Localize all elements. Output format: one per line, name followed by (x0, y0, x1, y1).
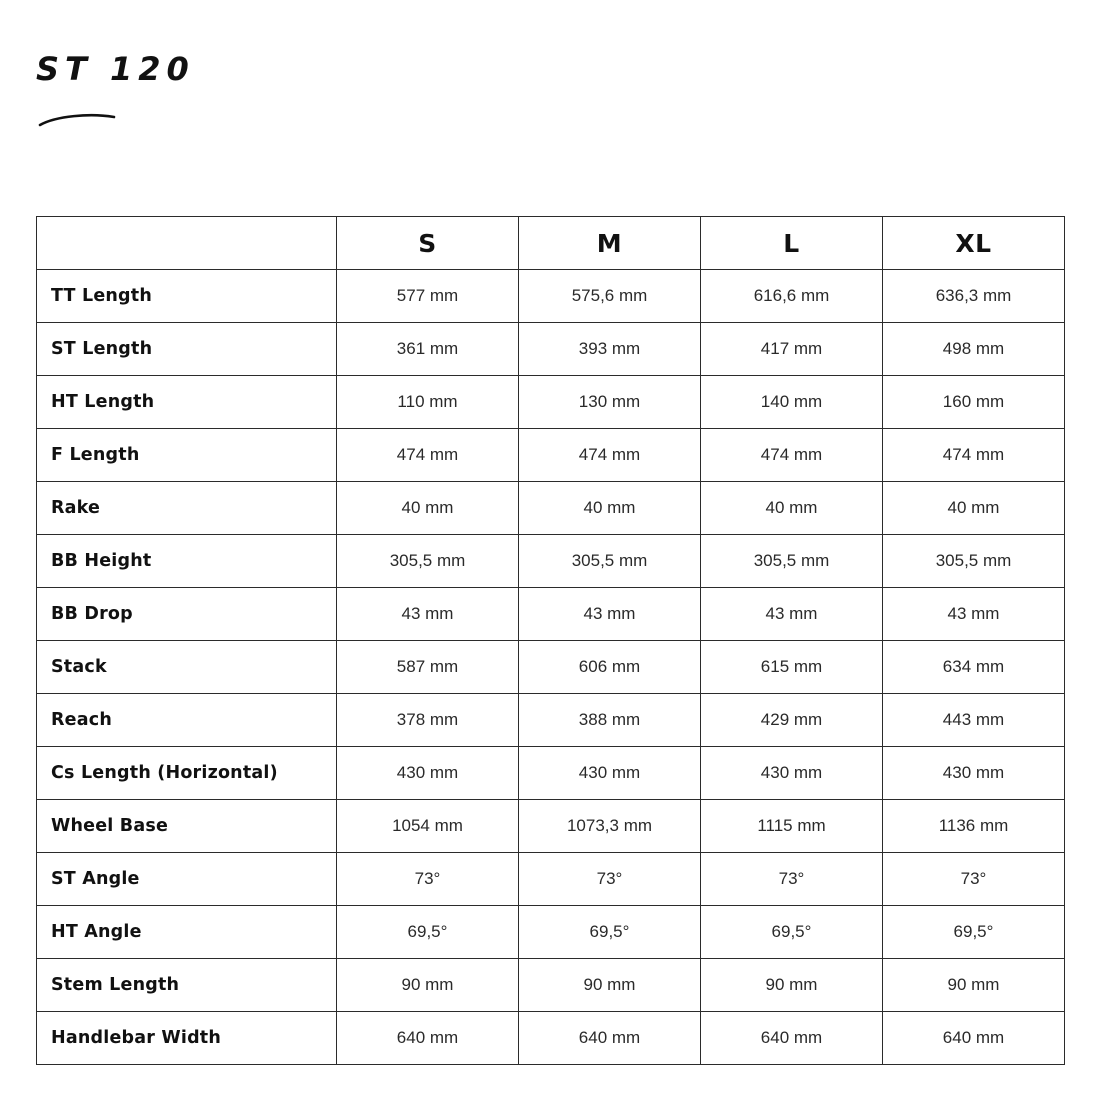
cell-value: 40 mm (519, 482, 701, 535)
cell-value: 378 mm (337, 694, 519, 747)
cell-value: 1115 mm (701, 800, 883, 853)
cell-value: 305,5 mm (883, 535, 1065, 588)
cell-value: 43 mm (883, 588, 1065, 641)
cell-value: 69,5° (337, 906, 519, 959)
cell-value: 474 mm (337, 429, 519, 482)
table-header-row (37, 217, 1065, 270)
cell-value: 575,6 mm (519, 270, 701, 323)
row-label: Handlebar Width (37, 1012, 337, 1065)
row-label: HT Length (37, 376, 337, 429)
cell-value: 90 mm (337, 959, 519, 1012)
cell-value: 640 mm (519, 1012, 701, 1065)
cell-value: 305,5 mm (337, 535, 519, 588)
cell-value: 140 mm (701, 376, 883, 429)
table-row (37, 1012, 1065, 1065)
column-header-l: L (701, 217, 883, 270)
row-label: ST Angle (37, 853, 337, 906)
row-label: Stem Length (37, 959, 337, 1012)
cell-value: 634 mm (883, 641, 1065, 694)
cell-value: 160 mm (883, 376, 1065, 429)
cell-value: 40 mm (701, 482, 883, 535)
geometry-table (36, 216, 1065, 1065)
cell-value: 430 mm (701, 747, 883, 800)
cell-value: 1054 mm (337, 800, 519, 853)
cell-value: 616,6 mm (701, 270, 883, 323)
cell-value: 388 mm (519, 694, 701, 747)
cell-value: 73° (701, 853, 883, 906)
cell-value: 110 mm (337, 376, 519, 429)
cell-value: 417 mm (701, 323, 883, 376)
cell-value: 69,5° (883, 906, 1065, 959)
cell-value: 443 mm (883, 694, 1065, 747)
cell-value: 393 mm (519, 323, 701, 376)
cell-value: 43 mm (519, 588, 701, 641)
cell-value: 636,3 mm (883, 270, 1065, 323)
geometry-table-container (36, 216, 1064, 1065)
table-row (37, 588, 1065, 641)
cell-value: 40 mm (337, 482, 519, 535)
cell-value: 430 mm (883, 747, 1065, 800)
cell-value: 90 mm (701, 959, 883, 1012)
cell-value: 474 mm (701, 429, 883, 482)
row-label: Reach (37, 694, 337, 747)
cell-value: 615 mm (701, 641, 883, 694)
cell-value: 69,5° (519, 906, 701, 959)
table-row (37, 376, 1065, 429)
table-corner-cell (37, 217, 337, 270)
table-row (37, 323, 1065, 376)
cell-value: 73° (519, 853, 701, 906)
cell-value: 587 mm (337, 641, 519, 694)
cell-value: 90 mm (519, 959, 701, 1012)
row-label: Cs Length (Horizontal) (37, 747, 337, 800)
cell-value: 640 mm (337, 1012, 519, 1065)
cell-value: 130 mm (519, 376, 701, 429)
cell-value: 305,5 mm (519, 535, 701, 588)
table-row (37, 429, 1065, 482)
page-title: ST 120 (36, 50, 195, 88)
table-row (37, 535, 1065, 588)
row-label: Wheel Base (37, 800, 337, 853)
row-label: TT Length (37, 270, 337, 323)
column-header-s: S (337, 217, 519, 270)
column-header-m: M (519, 217, 701, 270)
cell-value: 474 mm (519, 429, 701, 482)
table-row (37, 800, 1065, 853)
cell-value: 305,5 mm (701, 535, 883, 588)
row-label: BB Drop (37, 588, 337, 641)
cell-value: 1136 mm (883, 800, 1065, 853)
cell-value: 43 mm (701, 588, 883, 641)
cell-value: 606 mm (519, 641, 701, 694)
row-label: BB Height (37, 535, 337, 588)
table-row (37, 694, 1065, 747)
table-row (37, 482, 1065, 535)
row-label: Stack (37, 641, 337, 694)
row-label: F Length (37, 429, 337, 482)
cell-value: 40 mm (883, 482, 1065, 535)
table-row (37, 853, 1065, 906)
cell-value: 43 mm (337, 588, 519, 641)
table-header (37, 217, 1065, 270)
title-underline-swash (38, 112, 116, 130)
cell-value: 430 mm (519, 747, 701, 800)
cell-value: 69,5° (701, 906, 883, 959)
table-row (37, 747, 1065, 800)
cell-value: 640 mm (883, 1012, 1065, 1065)
cell-value: 640 mm (701, 1012, 883, 1065)
cell-value: 429 mm (701, 694, 883, 747)
cell-value: 361 mm (337, 323, 519, 376)
cell-value: 90 mm (883, 959, 1065, 1012)
row-label: HT Angle (37, 906, 337, 959)
table-row (37, 270, 1065, 323)
table-row (37, 641, 1065, 694)
cell-value: 474 mm (883, 429, 1065, 482)
cell-value: 1073,3 mm (519, 800, 701, 853)
table-row (37, 959, 1065, 1012)
row-label: ST Length (37, 323, 337, 376)
row-label: Rake (37, 482, 337, 535)
table-body (37, 270, 1065, 1065)
cell-value: 498 mm (883, 323, 1065, 376)
table-row (37, 906, 1065, 959)
cell-value: 430 mm (337, 747, 519, 800)
cell-value: 73° (337, 853, 519, 906)
cell-value: 73° (883, 853, 1065, 906)
column-header-xl: XL (883, 217, 1065, 270)
cell-value: 577 mm (337, 270, 519, 323)
